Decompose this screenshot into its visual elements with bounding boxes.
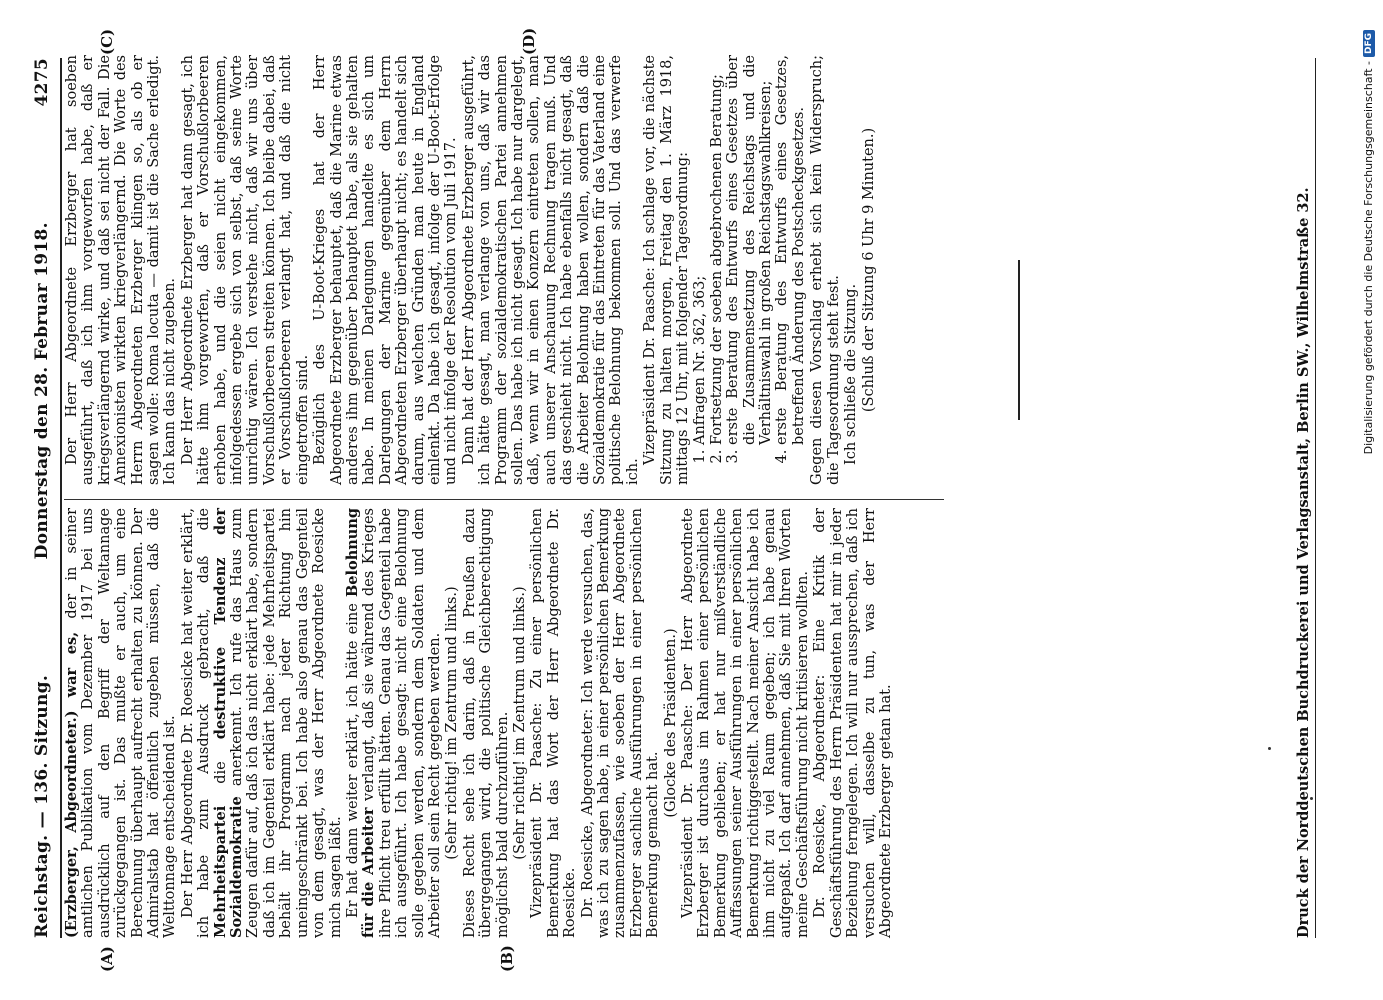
printer-imprint: Druck der Norddeutschen Buchdruckerei und Verlagsanstalt, Berlin SW., Wilhelmstraße 32. (1295, 187, 1312, 938)
paragraph: Dr. Roesicke, Abgeordneter: Eine Kritik der Geschäftsführung des Herrn Präsidenten hat mir in jeder Beziehung ferngelegen. Ich will nur aussprechen, daß ich versuchen will, dasselbe zu tun, was der Herr Abgeordnete Erzberger getan hat. (812, 508, 894, 938)
printer-footer (1295, 58, 1316, 938)
paragraph: Der Herr Abgeordnete Erzberger hat dann gesagt, ich hätte ihm vorgeworfen, daß er Vorschußlorbeeren erhoben habe, und die seien nicht eingekommen, infolgedessen ergebe sich von selbst, daß seine Worte unrichtig wären. Ich verstehe nicht, daß wir uns über Vorschußlorbeeren streiten können. Ich bleibe dabei, daß er Vorschußlorbeeren verlangt hat, und daß die nicht eingetroffen sind. (179, 55, 311, 485)
margin-marker-d: (D) (520, 27, 538, 55)
dfg-logo: DFG (1363, 30, 1375, 57)
paragraph: Der Herr Abgeordnete Erzberger hat soeben ausgeführt, daß ich ihm vorgeworfen habe, daß er kriegsverlängernd wirke, und daß sei nicht der Fall. Die Annexionisten wirkten kriegverlängernd. Die Worte des Herrn Abgeordneten Erzberger klingen so, als ob er sagen wolle: Roma locuta — damit ist die Sache erledigt. Ich kann das nicht zugeben. (64, 55, 179, 485)
margin-marker-a: (A) (98, 946, 116, 972)
paragraph: Dr. Roesicke, Abgeordneter: Ich werde versuchen, das, was ich zu sagen habe, in einer persönlichen Bemerkung zusammenzufassen, wie soeben der Herr Abgeordnete Erzberger sachliche Ausführungen in einer persönlichen Bemerkung gemacht hat. (579, 508, 662, 938)
page-header (32, 58, 62, 938)
agenda-item: 3. erste Beratung des Entwurfs eines Gesetzes über die Zusammensetzung des Reichstags und die Verhältniswahl in großen Reichstagswahlkreisen; (725, 55, 774, 445)
print-speck (1268, 747, 1271, 750)
agenda-item: 4. erste Beratung des Entwurfs eines Gesetzes, betreffend Änderung des Postscheckgesetzes. (774, 55, 807, 445)
end-rule (1018, 260, 1020, 420)
speaker-header: (Erzberger, Abgeordneter.) war es, der in seiner amtlichen Publikation vom Dezember 1917 bei uns ausdrücklich auf den Begriff der Weltannage zurückgegangen ist. Das mußte er auch, um eine Berechnung überhaupt aufrecht erhalten zu können. Der Admiralstab hat öffentlich zugeben müssen, daß die Welttonnage entscheidend ist. (63, 507, 179, 938)
paragraph: Der Herr Abgeordnete Dr. Roesicke hat weiter erklärt, ich habe zum Ausdruck gebracht, daß die Mehrheitspartei die destruktive Tendenz der Sozialdemokratie anerkennt. Ich rufe das Haus zum Zeugen dafür auf, daß ich das nicht erklärt habe, sondern daß ich im Gegenteil erklärt habe: jede Mehrheitspartei behält ihr Programm nach jeder Richtung hin uneingeschränkt bei. Ich habe also genau das Gegenteil von dem gesagt, was der Herr Abgeordnete Roesicke mich sagen läßt. (179, 507, 344, 938)
applause: (Sehr richtig! im Zentrum und links.) (511, 586, 528, 860)
paragraph: Dieses Recht sehe ich darin, daß in Preußen dazu übergegangen wird, die politische Gleichberechtigung möglichst bald durchzuführen. (461, 508, 511, 938)
closing-note: (Schluß der Sitzung 6 Uhr 9 Minuten.) (860, 127, 877, 413)
paragraph: Vizepräsident Dr. Paasche: Zu einer persönlichen Bemerkung hat das Wort der Herr Abgeordnete Dr. Roesicke. (529, 508, 579, 938)
applause: (Sehr richtig! im Zentrum und links.) (444, 586, 461, 860)
right-column (64, 55, 878, 485)
paragraph: Vizepräsident Dr. Paasche: Ich schlage vor, die nächste Sitzung zu halten morgen, Freitag den 1. März 1918, mittags 12 Uhr, mit folgender Tagesordnung: (642, 55, 692, 485)
margin-marker-b: (B) (498, 945, 516, 972)
agenda-list (692, 55, 807, 485)
credit-text: Digitalisierung gefördert durch die Deutsche Forschungsgemeinschaft - (1362, 61, 1375, 455)
bell-note: (Glocke des Präsidenten.) (662, 628, 679, 818)
left-column (64, 508, 895, 938)
header-date: Donnerstag den 28. Februar 1918. (32, 222, 52, 560)
paragraph: Bezüglich des U-Boot-Krieges hat der Herr Abgeordnete Erzberger behauptet, daß die Marine etwas anderes ihm gegenüber behauptet habe, als sie gehalten habe. In meinen Darlegungen handelte es sich um Darlegungen der Marine gegenüber dem Herrn Abgeordneten Erzberger überhaupt nicht; es handelt sich darum, aus welchen Gründen man heute in England einlenkt. Da habe ich gesagt, infolge der U-Boot-Erfolge und nicht infolge der Resolution vom Juli 1917. (312, 55, 460, 485)
page-number: 4275 (32, 58, 52, 107)
paragraph: Vizepräsident Dr. Paasche: Der Herr Abgeordnete Erzberger ist durchaus im Rahmen einer persönlichen Bemerkung geblieben; er hat nur mißverständliche Auffassungen seiner Ausführungen in einer persönlichen Bemerkung richtiggestellt. Nach meiner Ansicht habe ich ihm nicht zu viel Raum gegeben; ich habe genau aufgepaßt. Ich darf annehmen, daß Sie mit Ihren Worten meine Geschäftsführung nicht kritisieren wollten. (680, 508, 811, 938)
agenda-item: 2. Fortsetzung der soeben abgebrochenen Beratung; (709, 55, 725, 445)
paragraph: Ich schließe die Sitzung. (843, 283, 860, 465)
agenda-item: 1. Anfragen Nr. 362, 363; (692, 55, 708, 445)
paragraph: Gegen diesen Vorschlag erhebt sich kein Widerspruch; die Tagesordnung steht fest. (809, 55, 842, 485)
column-divider (64, 499, 944, 500)
paragraph: Dann hat der Herr Abgeordnete Erzberger ausgeführt, ich hätte gesagt, man verlange von uns, daß wir das Programm der sozialdemokratischen Partei annehmen sollen. Das habe ich nicht gesagt. Ich habe nur dargelegt, daß, wenn wir in einen Konzern eintreten sollen, man auch unserer Anschauung Rechnung tragen muß. Und das geschieht nicht. Ich habe ebenfalls nicht gesagt, daß die Arbeiter Belohnung haben wollen, sondern daß die Sozialdemokratie für das Eintreten für das Vaterland eine politische Belohnung bekommen soll. Und das verwerfe ich. (460, 55, 641, 485)
header-left: Reichstag. — 136. Sitzung. (32, 674, 52, 938)
paragraph: Er hat dann weiter erklärt, ich hätte eine Belohnung für die Arbeiter verlangt, daß sie während des Krieges ihre Pflicht treu erfüllt hätten. Genau das Gegenteil habe ich ausgeführt. Ich habe gesagt: nicht eine Belohnung solle gegeben werden, sondern dem Soldaten und dem Arbeiter soll sein Recht gegeben werden. (343, 507, 443, 938)
digitization-credit (1362, 30, 1375, 970)
margin-marker-c: (C) (98, 28, 116, 55)
